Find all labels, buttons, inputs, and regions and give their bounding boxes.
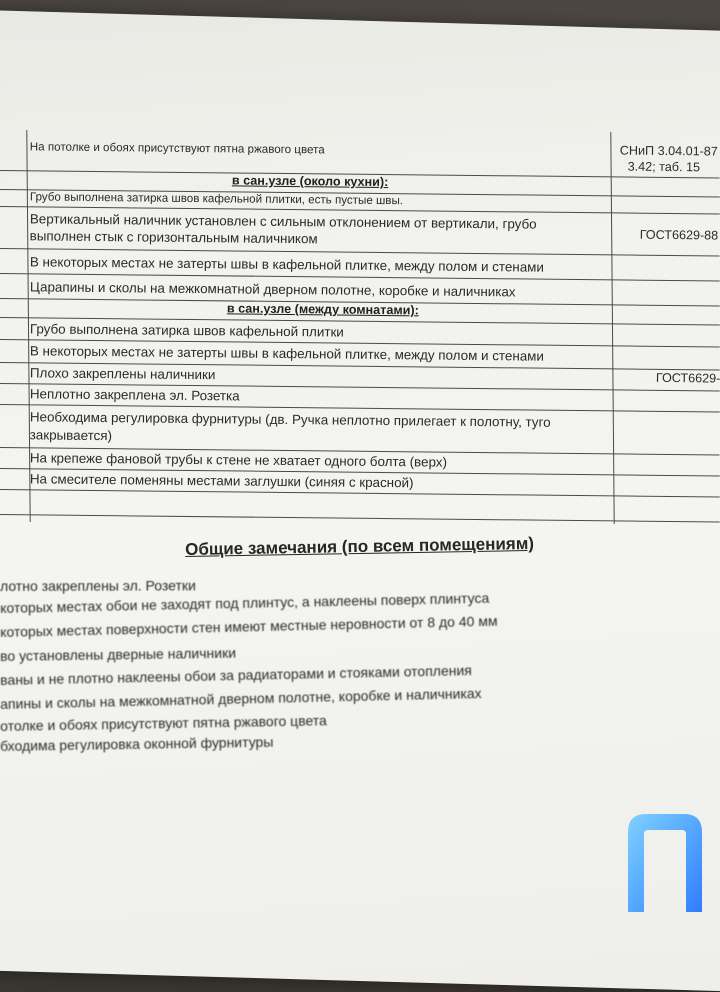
row-text: В некоторых местах не затерты швы в кафельной плитке, между полом и стенами xyxy=(29,343,544,364)
section-heading: в сан.узле (между комнатами): xyxy=(226,301,419,318)
general-notes-title: Общие замечания (по всем помещениям) xyxy=(185,533,535,559)
row-text: На потолке и обоях присутствуют пятна ржавого цвета xyxy=(29,140,325,157)
note-item: апины и сколы на межкомнатной дверном полотне, коробке и наличниках xyxy=(0,685,482,712)
note-item: ваны и не плотно наклеены обои за радиаторами и стояками отопления xyxy=(0,662,472,688)
note-item: отолке и обоях присутствуют пятна ржавого цвета xyxy=(0,712,327,734)
defects-table xyxy=(0,112,720,920)
table-row xyxy=(0,206,720,257)
row-text: Царапины и сколы на межкомнатной дверном полотне, коробке и наличниках xyxy=(29,279,516,300)
watermark-logo-icon xyxy=(620,808,710,918)
note-item: которых местах обои не заходят под плинтус, а наклеены поверх плинтуса xyxy=(0,589,490,616)
row-text: Грубо выполнена затирка швов кафельной плитки, есть пустые швы. xyxy=(29,190,404,208)
row-text-2: выполнен стык с горизонтальным наличником xyxy=(29,228,318,247)
row-reference: СНиП 3.04.01-87 xyxy=(619,143,718,159)
row-text: Грубо выполнена затирка швов кафельной плитки xyxy=(29,321,344,340)
row-text: На смесителе поменяны местами заглушки (синяя с красной) xyxy=(29,471,414,491)
row-text: Вертикальный наличник установлен с сильным отклонением от вертикали, грубо xyxy=(29,211,537,232)
note-item: во установлены дверные наличники xyxy=(0,644,237,664)
row-reference-2: 3.42; таб. 15 xyxy=(627,159,701,175)
row-reference: ГОСТ6629- xyxy=(655,370,720,386)
note-item: которых местах поверхности стен имеют местные неровности от 8 до 40 мм xyxy=(0,612,498,640)
row-text-2: закрывается) xyxy=(29,427,113,444)
row-text: Неплотно закреплена эл. Розетка xyxy=(29,386,240,404)
section-heading: в сан.узле (около кухни): xyxy=(231,173,389,190)
note-item: бходима регулировка оконной фурнитуры xyxy=(0,733,274,754)
row-text: В некоторых местах не затерты швы в кафельной плитке, между полом и стенами xyxy=(29,254,544,275)
row-text: Плохо закреплены наличники xyxy=(29,365,216,383)
row-text: На крепеже фановой трубы к стене не хватает одного болта (верх) xyxy=(29,450,448,470)
note-item: лотно закреплены эл. Розетки xyxy=(0,577,196,594)
table-row xyxy=(0,405,720,456)
row-reference: ГОСТ6629-88 xyxy=(639,227,719,243)
row-text: Необходима регулировка фурнитуры (дв. Ручка неплотно прилегает к полотну, туго xyxy=(29,409,551,430)
